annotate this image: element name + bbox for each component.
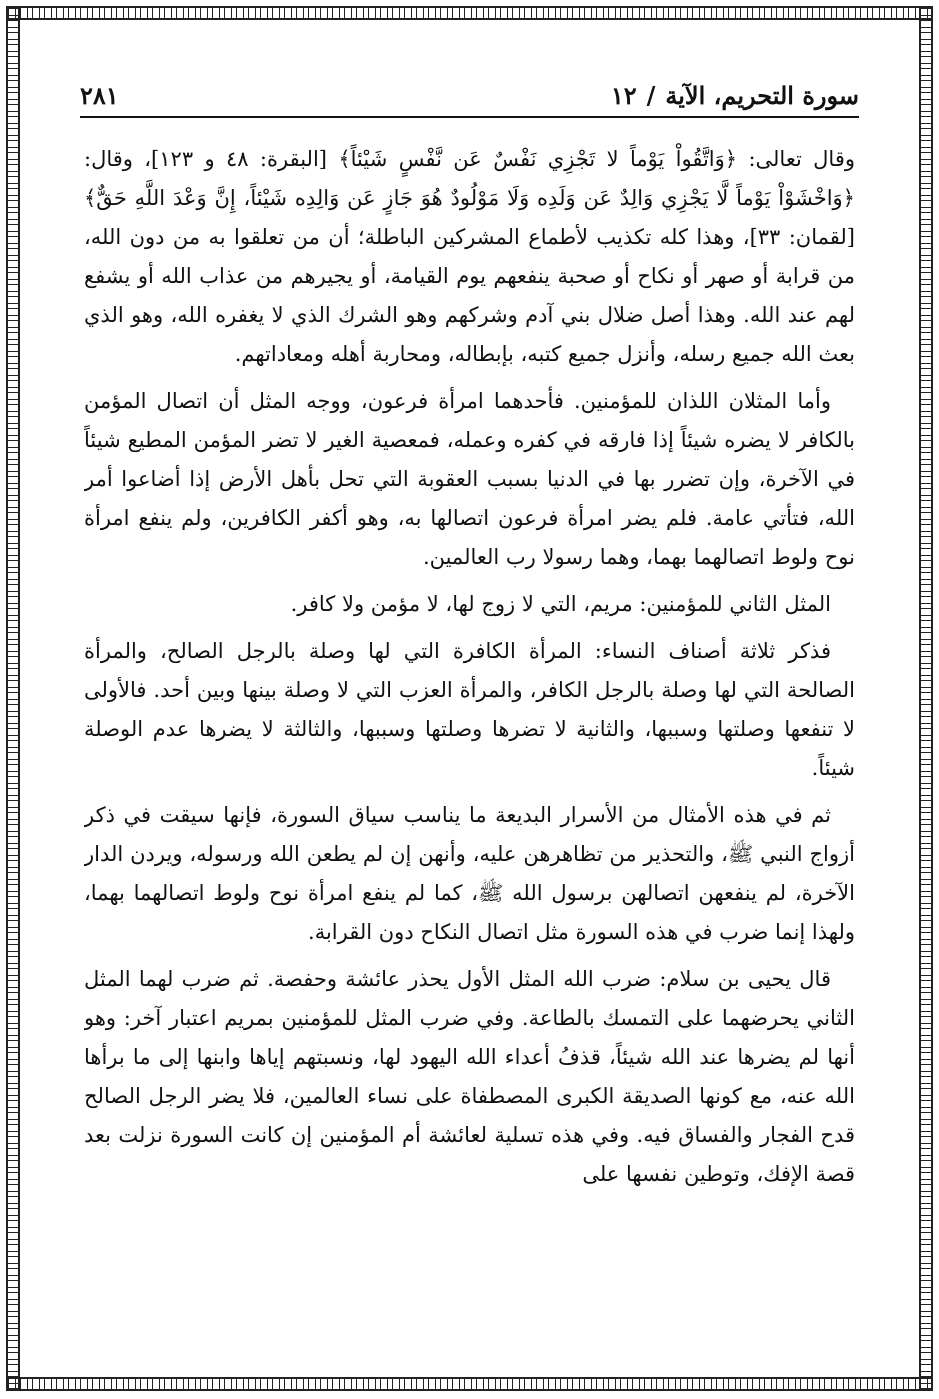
page-header bbox=[80, 70, 859, 118]
paragraph-2: وأما المثلان اللذان للمؤمنين. فأحدهما امرأة فرعون، ووجه المثل أن اتصال المؤمن بالكافر لا يضره شيئاً إذا فارقه في كفره وعمله، فمعصية الغير لا تضر المؤمن المطيع شيئاً في الآخرة، وإن تضرر بها في الدنيا بسبب العقوبة التي تحل بأهل الأرض إذا أضاعوا أمر الله، فتأتي عامة. فلم يضر امرأة فرعون اتصالها به، وهو أكفر الكافرين، ولم ينفع امرأة نوح ولوط اتصالهما بهما، وهما رسولا رب العالمين. bbox=[84, 389, 855, 569]
paragraph-6: قال يحيى بن سلام: ضرب الله المثل الأول يحذر عائشة وحفصة. ثم ضرب لهما المثل الثاني يحرضهما على التمسك بالطاعة. وفي ضرب المثل للمؤمنين بمريم اعتبار آخر: وهو أنها لم يضرها عند الله شيئاً، قذفُ أعداء الله اليهود لها، ونسبتهم إياها وابنها إلى ما برأها الله عنه، مع كونها الصديقة الكبرى المصطفاة على نساء العالمين، فلا يضر الرجل الصالح قدح الفجار والفساق فيه. وفي هذه تسلية لعائشة أم المؤمنين إن كانت السورة نزلت بعد قصة الإفك، وتوطين نفسها على bbox=[84, 967, 855, 1186]
decorative-border-bottom bbox=[6, 1377, 933, 1391]
page-body bbox=[84, 140, 855, 1339]
decorative-border-right bbox=[919, 6, 933, 1391]
paragraph-5: ثم في هذه الأمثال من الأسرار البديعة ما يناسب سياق السورة، فإنها سيقت في ذكر أزواج النبي ﷺ، والتحذير من تظاهرهن عليه، وأنهن إن لم يطعن الله ورسوله، ويردن الدار الآخرة، لم ينفعهن اتصالهن برسول الله ﷺ، كما لم ينفع امرأة نوح ولوط اتصالهما بهما، ولهذا إنما ضرب في هذه السورة مثل اتصال النكاح دون القرابة. bbox=[84, 803, 855, 944]
paragraph-3: المثل الثاني للمؤمنين: مريم، التي لا زوج لها، لا مؤمن ولا كافر. bbox=[290, 592, 831, 616]
decorative-border-top bbox=[6, 6, 933, 20]
running-title bbox=[611, 81, 859, 110]
title-separator: / bbox=[646, 81, 656, 110]
paragraph-1: وقال تعالى: ﴿وَاتَّقُواْ يَوْماً لا تَجْزِي نَفْسٌ عَن نَّفْسٍ شَيْئاً﴾ [البقرة: ٤٨ و ١٢٣]، وقال: ﴿وَاخْشَوْاْ يَوْماً لَّا يَجْزِي وَالِدٌ عَن وَلَدِه وَلَا مَوْلُودٌ هُوَ جَازٍ عَن وَالِدِه شَيْئاً، إِنَّ وَعْدَ اللَّهِ حَقٌّ﴾ [لقمان: ٣٣]، وهذا كله تكذيب لأطماع المشركين الباطلة؛ أن من تعلقوا به من دون الله، من قرابة أو صهر أو نكاح أو صحبة ينفعهم يوم القيامة، أو يجيرهم من عذاب الله أو يشفع لهم عند الله. وهذا أصل ضلال بني آدم وشركهم وهو الشرك الذي لا يغفره الله، وهو الذي بعث الله جميع رسله، وأنزل جميع كتبه، بإبطاله، ومحاربة أهله ومعاداتهم. bbox=[84, 147, 855, 366]
paragraph-4: فذكر ثلاثة أصناف النساء: المرأة الكافرة التي لها وصلة بالرجل الصالح، والمرأة الصالحة التي لها وصلة بالرجل الكافر، والمرأة العزب التي لا وصلة بينها وبين أحد. فالأولى لا تنفعها وصلتها وسببها، والثانية لا تضرها وصلتها وسببها، والثالثة لا يضرها عدم الوصلة شيئاً. bbox=[84, 639, 855, 780]
surah-title: سورة التحريم، الآية bbox=[665, 81, 859, 110]
verse-number: ١٢ bbox=[610, 81, 637, 110]
decorative-border-left bbox=[6, 6, 20, 1391]
page-number: ٢٨١ bbox=[80, 81, 119, 110]
